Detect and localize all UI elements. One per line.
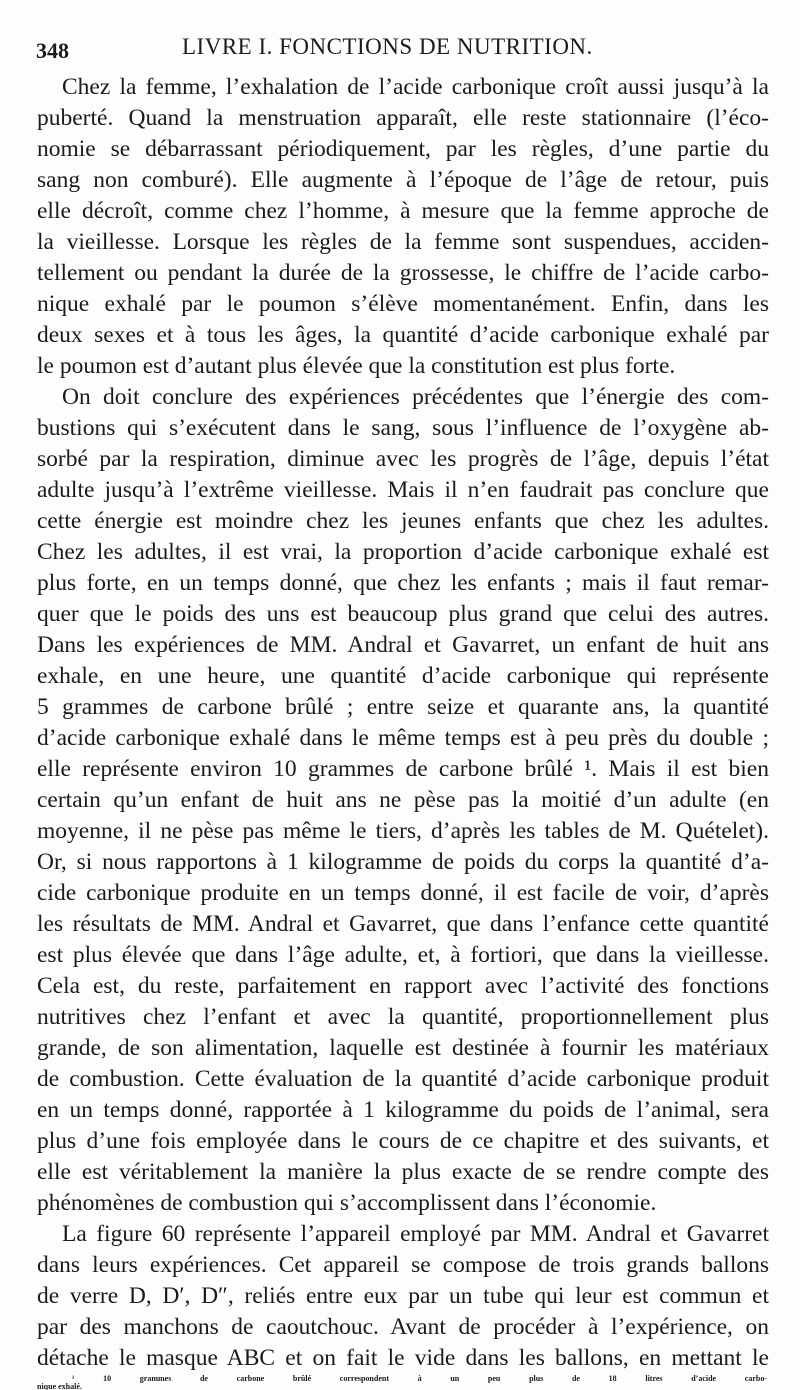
text-line: 5 grammes de carbone brûlé ; entre seize et quarante ans, la quantité [37,694,769,720]
text-line: deux sexes et à tous les âges, la quantité d’acide carbonique exhalé par [37,322,769,348]
text-line: grande, de son alimentation, laquelle est destinée à fournir les matériaux [37,1035,769,1061]
running-head: LIVRE I. FONCTIONS DE NUTRITION. [182,34,593,59]
text-line: Chez la femme, l’exhalation de l’acide carbonique croît aussi jusqu’à la [62,74,769,100]
text-line: le poumon est d’autant plus élevée que la constitution est plus forte. [37,353,676,379]
text-line: quer que le poids des uns est beaucoup plus grand que celui des autres. [37,601,769,627]
text-line: exhale, en une heure, une quantité d’acide carbonique qui représente [37,663,769,689]
text-line: nomie se débarrassant périodiquement, par les règles, d’une partie du [37,136,769,162]
text-line: les résultats de MM. Andral et Gavarret, que dans l’enfance cette quantité [37,911,769,937]
text-line: Cela est, du reste, parfaitement en rapport avec l’activité des fonctions [37,973,769,999]
text-line: plus forte, en un temps donné, que chez les enfants ; mais il faut remar- [37,570,769,596]
text-line: Dans les expériences de MM. Andral et Gavarret, un enfant de huit ans [37,632,769,658]
text-line: d’acide carbonique exhalé dans le même temps est à peu près du double ; [37,725,769,751]
text-line: la vieillesse. Lorsque les règles de la femme sont suspendues, acciden- [37,229,769,255]
text-line: nique exhalé par le poumon s’élève momentanément. Enfin, dans les [37,291,769,317]
text-line: La figure 60 représente l’appareil employé par MM. Andral et Gavarret [62,1221,769,1247]
text-line: elle décroît, comme chez l’homme, à mesure que la femme approche de [37,198,769,224]
text-line: sang non comburé). Elle augmente à l’époque de l’âge de retour, puis [37,167,769,193]
text-line: moyenne, il ne pèse pas même le tiers, d’après les tables de M. Quételet). [37,818,769,844]
text-line: cide carbonique produite en un temps donné, il est facile de voir, d’après [37,880,769,906]
text-line: de combustion. Cette évaluation de la quantité d’acide carbonique produit [37,1066,769,1092]
text-line: est plus élevée que dans l’âge adulte, et, à fortiori, que dans la vieillesse. [37,942,769,968]
text-line: phénomènes de combustion qui s’accomplissent dans l’économie. [37,1190,657,1216]
text-line: cette énergie est moindre chez les jeunes enfants que chez les adultes. [37,508,769,534]
text-line: nutritives chez l’enfant et avec la quantité, proportionnellement plus [37,1004,769,1030]
text-line: en un temps donné, rapportée à 1 kilogramme du poids de l’animal, sera [37,1097,769,1123]
page-number: 348 [36,38,69,63]
text-line: bustions qui s’exécutent dans le sang, sous l’influence de l’oxygène ab- [37,415,769,441]
text-line: elle est véritablement la manière la plus exacte de se rendre compte des [37,1159,769,1185]
text-line: de verre D, D′, D″, reliés entre eux par un tube qui leur est commun et [37,1283,769,1309]
text-line: elle représente environ 10 grammes de carbone brûlé ¹. Mais il est bien [37,756,769,782]
text-line: plus d’une fois employée dans le cours de ce chapitre et des suivants, et [37,1128,769,1154]
text-line: puberté. Quand la menstruation apparaît, elle reste stationnaire (l’éco- [37,105,769,131]
text-line: dans leurs expériences. Cet appareil se compose de trois grands ballons [37,1252,769,1278]
text-line: On doit conclure des expériences précédentes que l’énergie des com- [62,384,769,410]
text-line: Or, si nous rapportons à 1 kilogramme de poids du corps la quantité d’a- [37,849,769,875]
text-line: sorbé par la respiration, diminue avec les progrès de l’âge, depuis l’état [37,446,769,472]
footnote-line: ¹ 10 grammes de carbone brûlé correspondent à un peu plus de 18 litres d’acide carbo- [72,1374,767,1383]
text-line: certain qu’un enfant de huit ans ne pèse pas la moitié d’un adulte (en [37,787,769,813]
text-line: détache le masque ABC et on fait le vide dans les ballons, en mettant le [37,1345,769,1371]
text-line: adulte jusqu’à l’extrême vieillesse. Mais il n’en faudrait pas conclure que [37,477,769,503]
text-line: tellement ou pendant la durée de la grossesse, le chiffre de l’acide carbo- [37,260,769,286]
text-line: Chez les adultes, il est vrai, la proportion d’acide carbonique exhalé est [37,539,769,565]
text-line: par des manchons de caoutchouc. Avant de procéder à l’expérience, on [37,1314,769,1340]
footnote-line: nique exhalé. [37,1382,82,1390]
